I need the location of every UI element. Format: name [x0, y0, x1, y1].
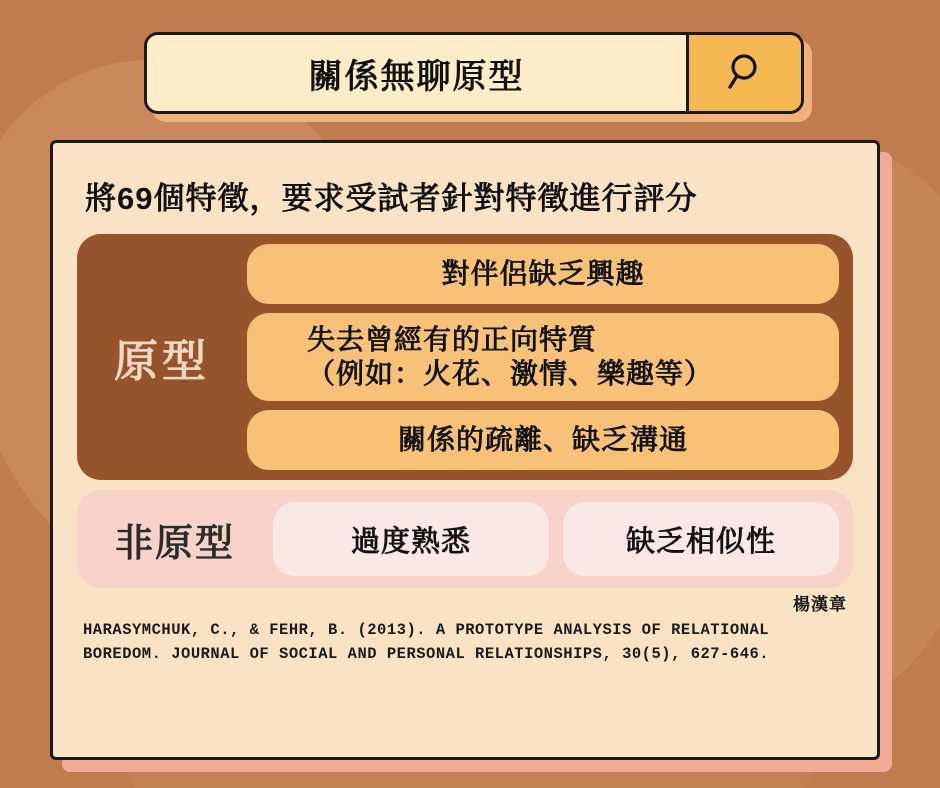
search-button[interactable] — [686, 35, 801, 111]
non-prototype-item-2: 缺乏相似性 — [563, 502, 839, 576]
prototype-item-3-line-1: 關係的疏離、缺乏溝通 — [397, 424, 688, 456]
prototype-item-3 — [247, 410, 839, 470]
non-prototype-label: 非原型 — [114, 522, 235, 565]
author-signature: 楊漢章 — [793, 595, 847, 615]
non-prototype-section — [77, 490, 853, 588]
prototype-item-list — [247, 244, 839, 470]
citation — [83, 619, 847, 666]
prototype-section — [77, 234, 853, 480]
search-input[interactable]: 關係無聊原型 — [147, 35, 686, 111]
prototype-item-2-line-1: 失去曾經有的正向特質 — [307, 324, 598, 355]
non-prototype-item-1: 過度熟悉 — [273, 502, 549, 576]
content-card — [50, 140, 880, 760]
prototype-label: 原型 — [114, 337, 210, 387]
prototype-item-2 — [247, 313, 839, 401]
citation-line-1: HARASYMCHUK, C., & FEHR, B. (2013). A PROTOTYPE ANALYSIS OF RELATIONAL — [83, 621, 770, 640]
search-icon — [723, 49, 767, 98]
prototype-item-2-line-2: （例如：火花、激情、樂趣等） — [307, 358, 714, 390]
prototype-item-1-line-1: 對伴侶缺乏興趣 — [441, 257, 645, 289]
prototype-item-1 — [247, 244, 839, 304]
search-bar[interactable] — [144, 32, 804, 114]
card-heading: 將69個特徵，要求受試者針對特徵進行評分 — [85, 181, 698, 216]
citation-line-2: BOREDOM. JOURNAL OF SOCIAL AND PERSONAL RELATIONSHIPS, 30(5), 627-646. — [83, 644, 770, 663]
